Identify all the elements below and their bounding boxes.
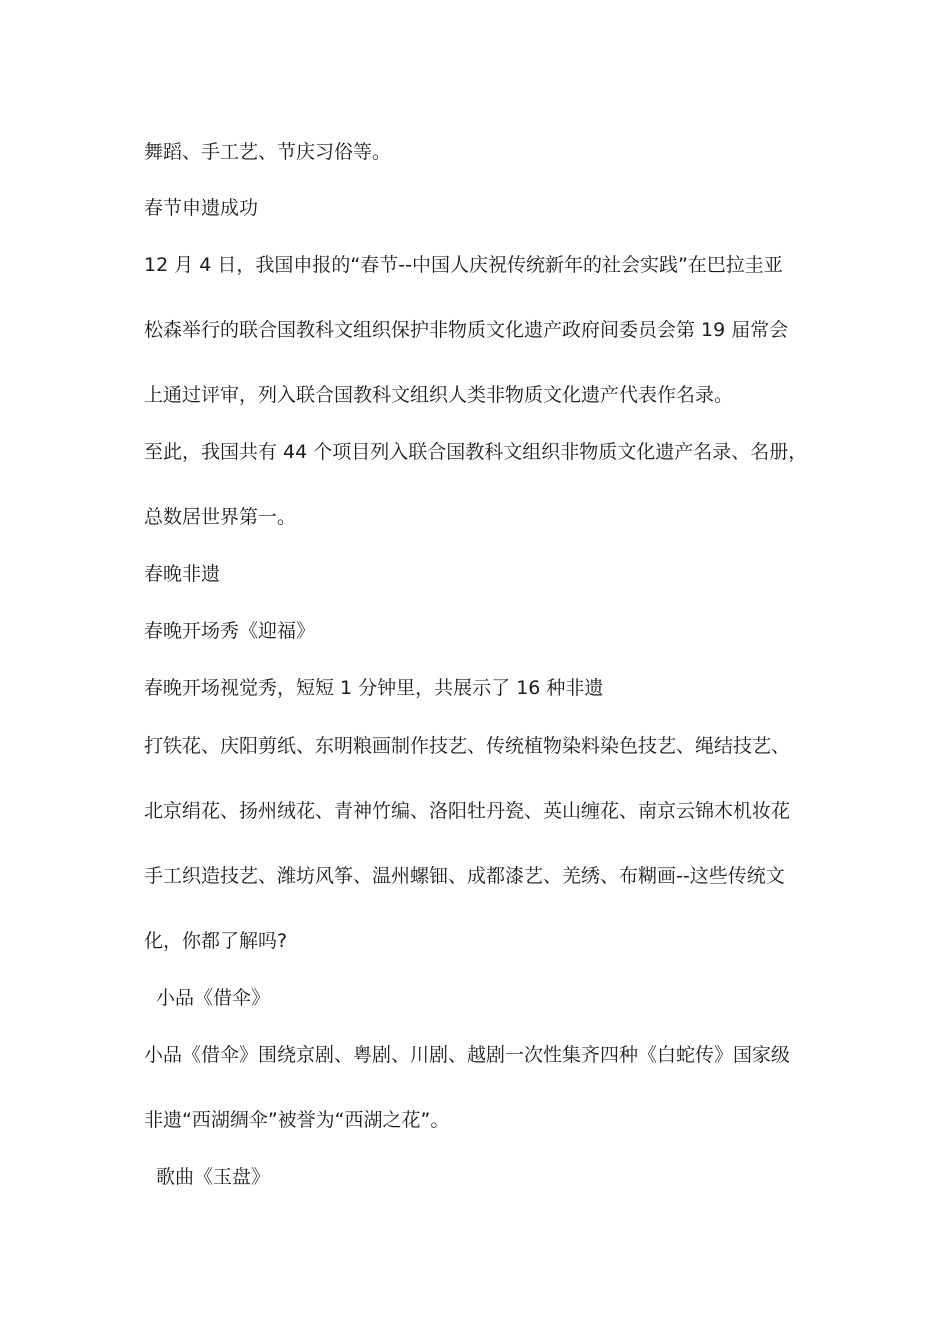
paragraph-line: 至此，我国共有 44 个项目列入联合国教科文组织非物质文化遗产名录、名册， [144, 441, 808, 463]
paragraph-line: 总数居世界第一。 [144, 506, 297, 528]
paragraph-line: 非遗“西湖绸伞”被誉为“西湖之花”。 [144, 1109, 450, 1131]
subsection-heading: 春晚开场秀《迎福》 [144, 620, 316, 642]
subsection-heading: 小品《借伞》 [156, 987, 271, 1009]
paragraph-line: 化，你都了解吗? [144, 930, 288, 952]
paragraph-line: 12 月 4 日，我国申报的“春节--中国人庆祝传统新年的社会实践”在巴拉圭亚 [144, 254, 783, 276]
paragraph-line: 舞蹈、手工艺、节庆习俗等。 [144, 141, 392, 163]
paragraph-line: 松森举行的联合国教科文组织保护非物质文化遗产政府间委员会第 19 届常会 [144, 319, 789, 341]
paragraph-line: 小品《借伞》围绕京剧、粤剧、川剧、越剧一次性集齐四种《白蛇传》国家级 [144, 1044, 791, 1066]
paragraph-line: 北京绢花、扬州绒花、青神竹编、洛阳牡丹瓷、英山缠花、南京云锦木机妆花 [144, 800, 791, 822]
paragraph-line: 手工织造技艺、潍坊风筝、温州螺钿、成都漆艺、羌绣、布糊画--这些传统文 [144, 865, 785, 887]
paragraph-line: 春晚开场视觉秀，短短 1 分钟里，共展示了 16 种非遗 [144, 677, 604, 699]
paragraph-line: 打铁花、庆阳剪纸、东明粮画制作技艺、传统植物染料染色技艺、绳结技艺、 [144, 735, 791, 757]
subsection-heading: 歌曲《玉盘》 [156, 1166, 271, 1188]
paragraph-line: 上通过评审，列入联合国教科文组织人类非物质文化遗产代表作名录。 [144, 384, 734, 406]
section-heading: 春节申遗成功 [144, 197, 259, 219]
section-heading: 春晚非遗 [144, 563, 221, 585]
